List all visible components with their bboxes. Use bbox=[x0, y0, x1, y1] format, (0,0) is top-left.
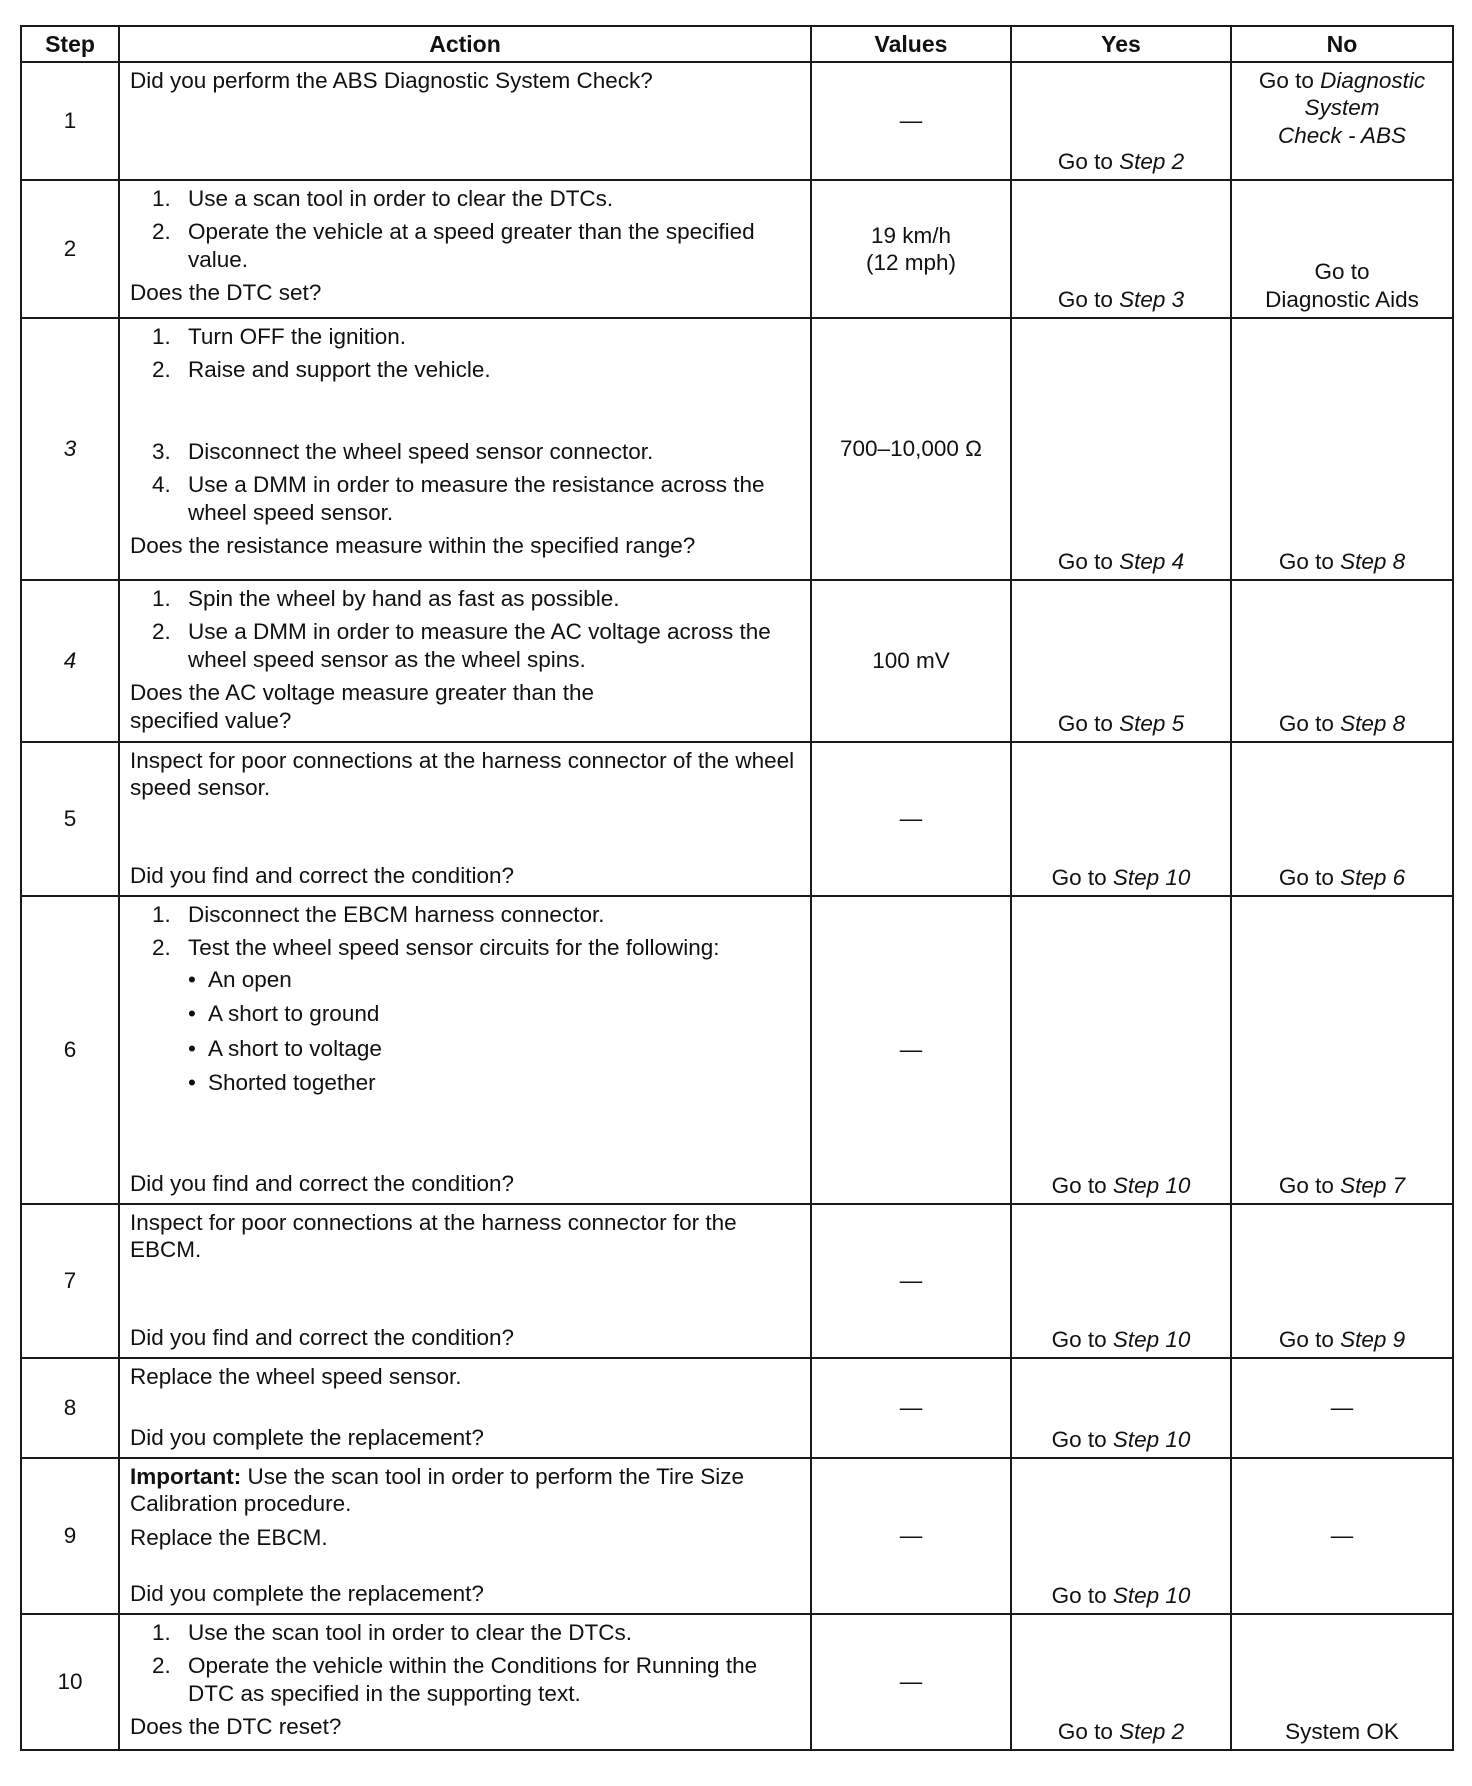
action-cell bbox=[119, 1358, 811, 1458]
list-item: 2. Operate the vehicle at a speed greater than the specified value. bbox=[152, 219, 755, 272]
yes-step-link[interactable]: Step 5 bbox=[1119, 710, 1185, 736]
table-row bbox=[21, 318, 1453, 580]
important-text: Use the scan tool in order to perform the Tire Size Calibration procedure. bbox=[130, 1464, 744, 1517]
no-prefix: Go to bbox=[1278, 710, 1334, 736]
yes-cell bbox=[1011, 318, 1231, 580]
yes-step-link[interactable]: Step 2 bbox=[1119, 1718, 1185, 1744]
values-cell: 700–10,000 Ω bbox=[811, 318, 1011, 580]
table-row bbox=[21, 896, 1453, 1204]
values-cell: 19 km/h (12 mph) bbox=[811, 180, 1011, 318]
list-item: 4. Use a DMM in order to measure the resistance across the wheel speed sensor. bbox=[152, 472, 765, 525]
action-text: Replace the EBCM. bbox=[130, 1524, 328, 1550]
values-cell: — bbox=[811, 1358, 1011, 1458]
action-cell bbox=[119, 1614, 811, 1750]
header-step: Step bbox=[21, 26, 119, 62]
action-cell bbox=[119, 318, 811, 580]
yes-cell bbox=[1011, 1458, 1231, 1614]
yes-step-link[interactable]: Step 10 bbox=[1112, 1326, 1191, 1352]
action-cell bbox=[119, 1204, 811, 1358]
table-row bbox=[21, 62, 1453, 180]
table-row bbox=[21, 580, 1453, 742]
step-number: 2 bbox=[21, 180, 119, 318]
action-question: Did you find and correct the condition? bbox=[130, 1324, 514, 1350]
step-number: 9 bbox=[21, 1458, 119, 1614]
values-cell: — bbox=[811, 1204, 1011, 1358]
list-item: 1. Use the scan tool in order to clear the DTCs. bbox=[152, 1620, 632, 1645]
header-yes: Yes bbox=[1011, 26, 1231, 62]
yes-prefix: Go to bbox=[1051, 1582, 1107, 1608]
no-step-link[interactable]: Step 8 bbox=[1340, 548, 1406, 574]
action-text: Inspect for poor connections at the harness connector for the EBCM. bbox=[130, 1210, 737, 1263]
no-cell bbox=[1231, 180, 1453, 318]
numbered-list bbox=[130, 185, 800, 273]
yes-step-link[interactable]: Step 4 bbox=[1119, 548, 1185, 574]
no-ref-link[interactable]: Diagnostic bbox=[1320, 68, 1426, 93]
yes-step-link[interactable]: Step 3 bbox=[1119, 286, 1185, 312]
table-row bbox=[21, 1204, 1453, 1358]
no-cell bbox=[1231, 1204, 1453, 1358]
action-cell bbox=[119, 62, 811, 180]
numbered-list bbox=[130, 901, 800, 1097]
yes-prefix: Go to bbox=[1057, 148, 1113, 174]
action-cell bbox=[119, 896, 811, 1204]
step-number: 3 bbox=[21, 318, 119, 580]
important-note bbox=[130, 1463, 800, 1518]
yes-step-link[interactable]: Step 10 bbox=[1112, 1582, 1191, 1608]
bullet-item: • A short to ground bbox=[188, 1001, 380, 1027]
list-item: 3. Disconnect the wheel speed sensor connector. bbox=[152, 438, 654, 464]
table-row bbox=[21, 742, 1453, 896]
action-cell bbox=[119, 580, 811, 742]
action-question: Does the DTC set? bbox=[130, 280, 322, 306]
bullet-item: • An open bbox=[188, 966, 292, 992]
no-prefix: Go to bbox=[1278, 1326, 1334, 1352]
list-item: 2. Use a DMM in order to measure the AC voltage across the wheel speed sensor as the wheel spins. bbox=[152, 619, 771, 672]
bullet-list bbox=[188, 966, 800, 1097]
values-cell: — bbox=[811, 896, 1011, 1204]
numbered-list bbox=[130, 323, 800, 526]
yes-cell bbox=[1011, 742, 1231, 896]
no-cell bbox=[1231, 580, 1453, 742]
no-cell: — bbox=[1231, 1458, 1453, 1614]
yes-prefix: Go to bbox=[1057, 548, 1113, 574]
list-item: 1. Turn OFF the ignition. bbox=[152, 324, 407, 349]
yes-cell bbox=[1011, 1614, 1231, 1750]
action-text: Inspect for poor connections at the harness connector of the wheel speed sensor. bbox=[130, 748, 795, 801]
action-question: Did you complete the replacement? bbox=[130, 1580, 484, 1606]
step-number: 6 bbox=[21, 896, 119, 1204]
no-prefix: Go to bbox=[1278, 548, 1334, 574]
yes-cell bbox=[1011, 1204, 1231, 1358]
yes-prefix: Go to bbox=[1051, 864, 1107, 890]
numbered-list bbox=[130, 1619, 800, 1707]
yes-prefix: Go to bbox=[1051, 1172, 1107, 1198]
no-ref-link[interactable]: Diagnostic Aids bbox=[1265, 286, 1419, 312]
action-question: Did you complete the replacement? bbox=[130, 1424, 484, 1450]
action-question: Does the AC voltage measure greater than the specified value? bbox=[130, 680, 595, 733]
diagnostic-table bbox=[20, 25, 1454, 1751]
important-label: Important: bbox=[130, 1464, 242, 1489]
header-row bbox=[21, 26, 1453, 62]
no-step-link[interactable]: Step 8 bbox=[1340, 710, 1406, 736]
action-cell bbox=[119, 1458, 811, 1614]
no-cell bbox=[1231, 742, 1453, 896]
action-cell bbox=[119, 742, 811, 896]
action-question: Did you find and correct the condition? bbox=[130, 862, 514, 888]
no-cell bbox=[1231, 896, 1453, 1204]
bullet-item: • Shorted together bbox=[188, 1070, 376, 1096]
step-number: 5 bbox=[21, 742, 119, 896]
no-prefix: Go to bbox=[1258, 68, 1314, 93]
yes-prefix: Go to bbox=[1051, 1426, 1107, 1452]
yes-cell bbox=[1011, 180, 1231, 318]
table-row bbox=[21, 1614, 1453, 1750]
header-action: Action bbox=[119, 26, 811, 62]
no-step-link[interactable]: Step 7 bbox=[1340, 1172, 1406, 1198]
list-item: 2. Test the wheel speed sensor circuits for the following: • An open • A short to ground • A short to voltage • Shorted together bbox=[130, 934, 800, 1096]
no-step-link[interactable]: Step 6 bbox=[1340, 864, 1406, 890]
no-step-link[interactable]: Step 9 bbox=[1340, 1326, 1406, 1352]
no-ref-link-line2[interactable]: System bbox=[1304, 95, 1380, 121]
step-number: 10 bbox=[21, 1614, 119, 1750]
yes-cell bbox=[1011, 1358, 1231, 1458]
yes-step-link[interactable]: Step 10 bbox=[1112, 1172, 1191, 1198]
yes-step-link[interactable]: Step 10 bbox=[1112, 864, 1191, 890]
no-cell bbox=[1231, 318, 1453, 580]
no-prefix: Go to bbox=[1278, 864, 1334, 890]
action-text: Replace the wheel speed sensor. bbox=[130, 1364, 462, 1389]
yes-step-link[interactable]: Step 10 bbox=[1112, 1426, 1191, 1452]
yes-cell bbox=[1011, 580, 1231, 742]
no-cell bbox=[1231, 62, 1453, 180]
no-cell: System OK bbox=[1231, 1614, 1453, 1750]
list-item: 1. Disconnect the EBCM harness connector. bbox=[152, 902, 605, 927]
action-question: Did you find and correct the condition? bbox=[130, 1170, 514, 1196]
values-cell: — bbox=[811, 742, 1011, 896]
table-row bbox=[21, 180, 1453, 318]
bullet-item: • A short to voltage bbox=[188, 1035, 382, 1061]
table-row bbox=[21, 1458, 1453, 1614]
no-ref-link-line3[interactable]: Check - ABS bbox=[1278, 122, 1406, 148]
action-question: Does the DTC reset? bbox=[130, 1714, 342, 1740]
step-number: 4 bbox=[21, 580, 119, 742]
header-no: No bbox=[1231, 26, 1453, 62]
step-number: 1 bbox=[21, 62, 119, 180]
list-item: 1. Spin the wheel by hand as fast as possible. bbox=[152, 586, 620, 611]
header-values: Values bbox=[811, 26, 1011, 62]
action-text: Did you perform the ABS Diagnostic System Check? bbox=[130, 68, 653, 93]
yes-prefix: Go to bbox=[1057, 1718, 1113, 1744]
list-item: 2. Raise and support the vehicle. bbox=[152, 357, 491, 383]
numbered-list bbox=[130, 585, 800, 673]
no-prefix: Go to bbox=[1314, 259, 1370, 285]
values-cell: — bbox=[811, 1614, 1011, 1750]
yes-prefix: Go to bbox=[1057, 710, 1113, 736]
values-cell: — bbox=[811, 1458, 1011, 1614]
yes-cell bbox=[1011, 896, 1231, 1204]
table-row bbox=[21, 1358, 1453, 1458]
action-question: Does the resistance measure within the specified range? bbox=[130, 533, 696, 559]
step-number: 8 bbox=[21, 1358, 119, 1458]
no-cell: — bbox=[1231, 1358, 1453, 1458]
values-cell: — bbox=[811, 62, 1011, 180]
action-cell bbox=[119, 180, 811, 318]
list-item: 1. Use a scan tool in order to clear the DTCs. bbox=[152, 186, 614, 211]
values-cell: 100 mV bbox=[811, 580, 1011, 742]
yes-prefix: Go to bbox=[1057, 286, 1113, 312]
step-number: 7 bbox=[21, 1204, 119, 1358]
yes-prefix: Go to bbox=[1051, 1326, 1107, 1352]
yes-step-link[interactable]: Step 2 bbox=[1119, 148, 1185, 174]
no-prefix: Go to bbox=[1278, 1172, 1334, 1198]
yes-cell bbox=[1011, 62, 1231, 180]
list-item: 2. Operate the vehicle within the Conditions for Running the DTC as specified in the supporting text. bbox=[152, 1653, 758, 1706]
